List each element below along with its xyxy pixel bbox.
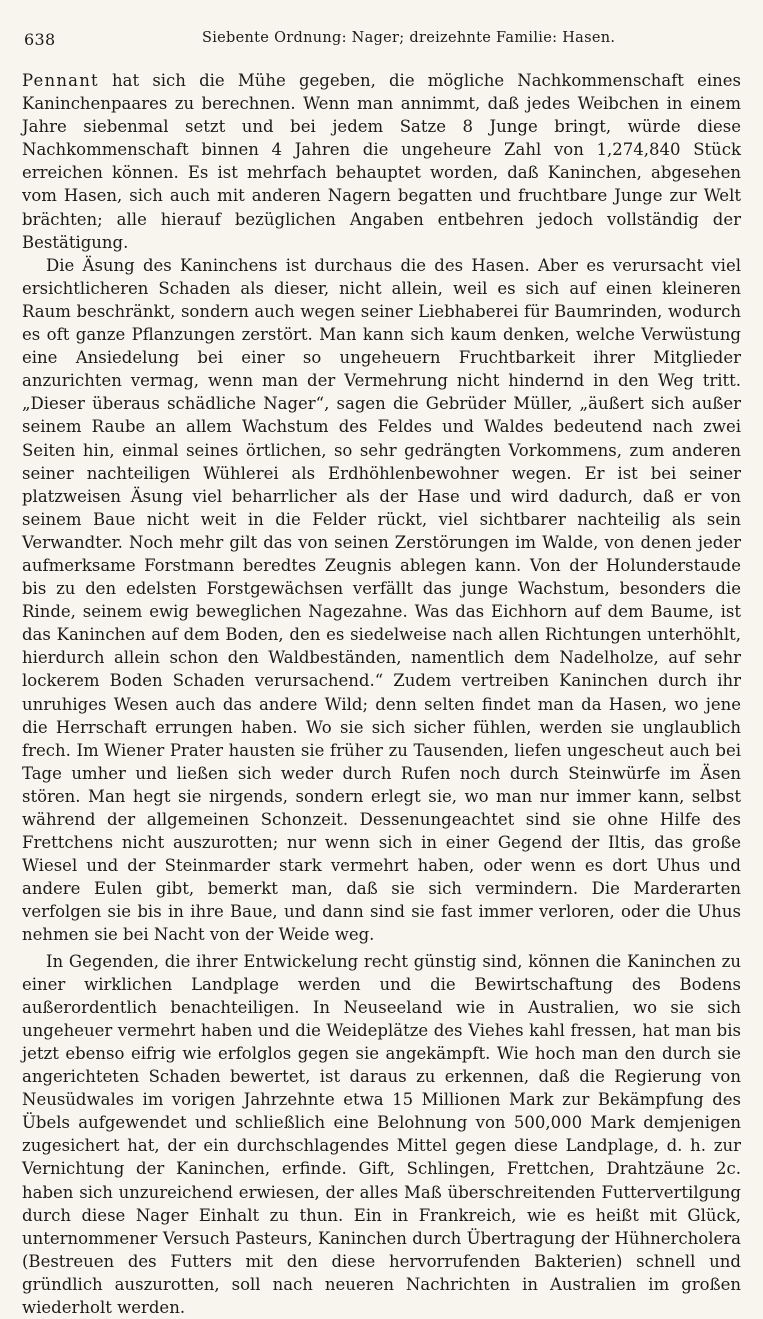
author-name-pennant: Pennant [22,71,99,90]
running-head: Siebente Ordnung: Nager; dreizehnte Familie: Hasen. [202,30,616,46]
body-text [22,69,741,1319]
page-number: 638 [24,30,56,49]
paragraph-3: In Gegenden, die ihrer Entwickelung recht günstig sind, können die Kaninchen zu einer wirklichen Landplage werden und die Bewirtschaftung des Bodens außerordentlich benachteiligen. In Neuseeland wie in Australien, wo sie sich ungeheuer vermehrt haben und die Weideplätze des Viehes kahl fressen, hat man bis jetzt ebenso eifrig wie erfolglos gegen sie angekämpft. Wie hoch man den durch sie angerichteten Schaden bewertet, ist daraus zu erkennen, daß die Regierung von Neusüdwales im vorigen Jahrzehnte etwa 15 Millionen Mark zur Bekämpfung des Übels aufgewendet und schließlich eine Belohnung von 500,000 Mark demjenigen zugesichert hat, der ein durchschlagendes Mittel gegen diese Landplage, d. h. zur Vernichtung der Kaninchen, erfinde. Gift, Schlingen, Frettchen, Drahtzäune 2c. haben sich unzureichend erwiesen, der alles Maß überschreitenden Futtervertilgung durch diese Nager Einhalt zu thun. Ein in Frankreich, wie es heißt mit Glück, unternommener Versuch Pasteurs, Kaninchen durch Übertragung der Hühnercholera (Bestreuen des Futters mit den diese hervorrufenden Bakterien) schnell und gründlich auszurotten, soll nach neueren Nachrichten in Australien im großen wiederholt werden. [22,951,741,1317]
paragraph-2: Die Äsung des Kaninchens ist durchaus die des Hasen. Aber es verursacht viel ersichtlicheren Schaden als dieser, nicht allein, weil es sich auf einen kleineren Raum beschränkt, sondern auch wegen seiner Liebhaberei für Baumrinden, wodurch es oft ganze Pflanzungen zerstört. Man kann sich kaum denken, welche Verwüstung eine Ansiedelung bei einer so ungeheuern Fruchtbarkeit ihrer Mitglieder anzurichten vermag, wenn man der Vermehrung nicht hindernd in den Weg tritt. „Dieser überaus schädliche Nager“, sagen die Gebrüder Müller, „äußert sich außer seinem Raube an allem Wachstum des Feldes und Waldes bedeutend nach zwei Seiten hin, einmal seines örtlichen, so sehr gedrängten Vorkommens, zum anderen seiner nachteiligen Wühlerei als Erdhöhlenbewohner wegen. Er ist bei seiner platzweisen Äsung viel beharrlicher als der Hase und wird dadurch, daß er von seinem Baue nicht weit in die Felder rückt, viel sichtbarer nachteilig als sein Verwandter. Noch mehr gilt das von seinen Zerstörungen im Walde, von denen jeder aufmerksame Forstmann beredtes Zeugnis ablegen kann. Von der Holunderstaude bis zu den edelsten Forstgewächsen verfällt das junge Wachstum, besonders die Rinde, seinem ewig beweglichen Nagezahne. Was das Eichhorn auf dem Baume, ist das Kaninchen auf dem Boden, den es siedelweise nach allen Richtungen unterhöhlt, hierdurch allein schon den Waldbeständen, namentlich dem Nadelholze, auf sehr lockerem Boden Schaden verursachend.“ Zudem vertreiben Kaninchen durch ihr unruhiges Wesen auch das andere Wild; denn selten findet man da Hasen, wo jene die Herrschaft errungen haben. Wo sie sich sicher fühlen, werden sie unglaublich frech. Im Wiener Prater hausten sie früher zu Tausenden, liefen ungescheut auch bei Tage umher und ließen sich weder durch Rufen noch durch Steinwürfe im Äsen stören. Man hegt sie nirgends, sondern erlegt sie, wo man nur immer kann, selbst während der allgemeinen Schonzeit. Dessenungeachtet sind sie ohne Hilfe des Frettchens nicht auszurotten; nur wenn sich in einer Gegend der Iltis, das große Wiesel und der Steinmarder stark vermehrt haben, oder wenn es dort Uhus und andere Eulen gibt, bemerkt man, daß sie sich vermindern. Die Marderarten verfolgen sie bis in ihre Baue, und dann sind sie fast immer verloren, oder die Uhus nehmen sie bei Nacht von der Weide weg. [22,255,741,945]
page-header [22,24,741,52]
paragraph-1 [22,69,741,254]
paragraph-1-text: hat sich die Mühe gegeben, die mögliche Nachkommenschaft eines Kaninchenpaares zu berechnen. Wenn man annimmt, daß jedes Weibchen in einem Jahre siebenmal setzt und bei jedem Satze 8 Junge bringt, würde diese Nachkommenschaft binnen 4 Jahren die ungeheure Zahl von 1,274,840 Stück erreichen können. Es ist mehrfach behauptet worden, daß Kaninchen, abgesehen vom Hasen, sich auch mit anderen Nagern begatten und fruchtbare Junge zur Welt brächten; alle hierauf bezüglichen Angaben entbehren jedoch vollständig der Bestätigung. [22,71,741,252]
